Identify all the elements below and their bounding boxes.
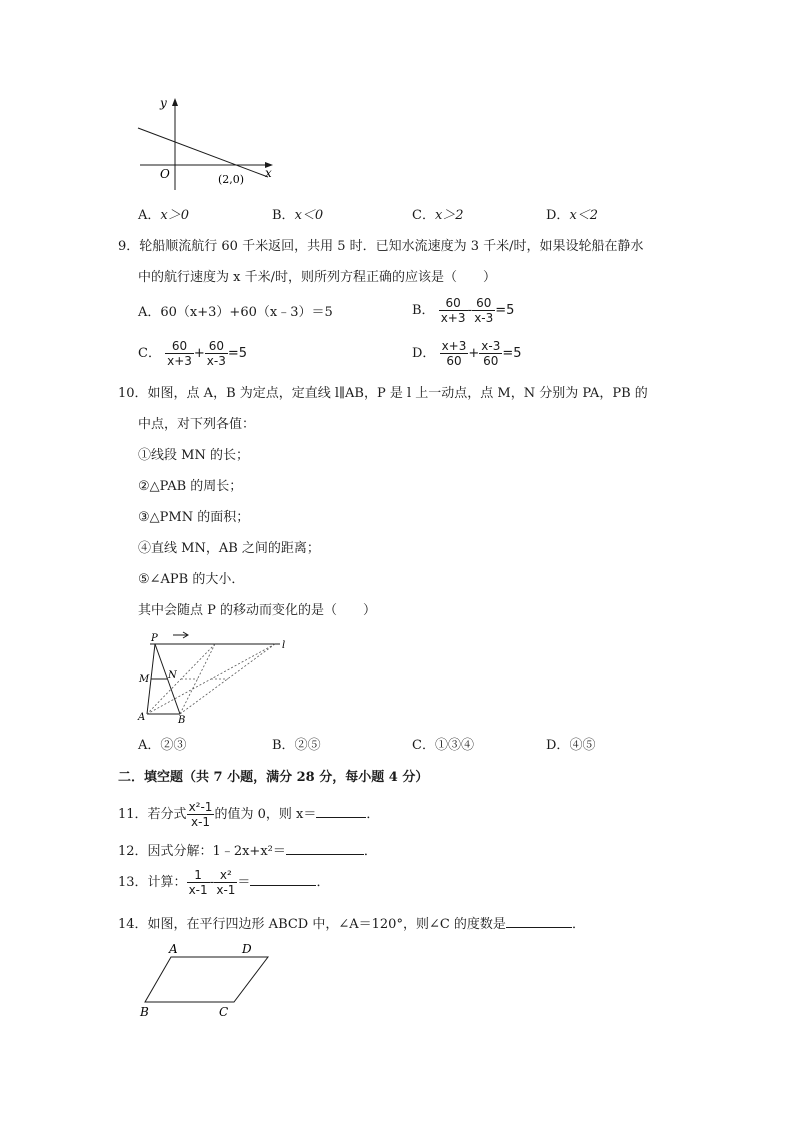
q14-parallelogram-figure <box>136 940 276 1020</box>
answer-blank[interactable] <box>250 873 316 886</box>
vertex-c-label: C <box>219 1005 229 1019</box>
point-label: (2,0) <box>218 173 245 186</box>
line-l-label: l <box>282 640 286 651</box>
q10-item-1: ①线段 MN 的长； <box>138 448 249 463</box>
q10-stem-line2: 中点，对下列各值： <box>138 417 256 432</box>
vertex-a-label: A <box>169 942 178 956</box>
point-a-label: A <box>138 712 146 723</box>
q11: 11．若分式 $\frac{\text{x²-1}}{x-1}$ 的值为 0，则 x＝ ． <box>118 800 380 829</box>
vertex-b-label: B <box>140 1005 149 1019</box>
q9-stem-line2: 中的航行速度为 x 千米/时，则所列方程正确的应该是（ ） <box>138 270 496 285</box>
q8-graph <box>130 95 290 195</box>
q10-item-3: ③△PMN 的面积； <box>138 510 250 525</box>
q12: 12．因式分解：1﹣2x+x²＝ ． <box>118 844 377 859</box>
x-axis-label: x <box>265 166 272 180</box>
q10-option-a[interactable]: A．②③ <box>138 738 187 753</box>
q9-option-c[interactable]: C． $\frac{60}{x+3}$ + $\frac{60}{x-3}$ =5 <box>138 339 248 368</box>
point-m-label: M <box>139 674 150 685</box>
q8-option-a[interactable]: A．x＞0 <box>138 208 189 223</box>
fraction: $\frac{\text{x²}}{x-1}$ <box>216 868 236 897</box>
fraction: $\frac{x+3}{60}$ <box>441 339 467 368</box>
point-n-label: N <box>168 670 177 681</box>
q9-stem-line1: 9．轮船顺流航行 60 千米返回，共用 5 时．已知水流速度为 3 千米/时，如果设轮船在静水 <box>118 239 644 254</box>
fraction: $\frac{60}{x+3}$ <box>167 339 192 368</box>
fraction: $\frac{\text{x²-1}}{x-1}$ <box>188 800 213 829</box>
y-axis-label: y <box>160 96 167 110</box>
q8-option-c[interactable]: C．x＞2 <box>412 208 464 223</box>
origin-label: O <box>160 167 170 181</box>
q10-option-b[interactable]: B．②⑤ <box>272 738 321 753</box>
fraction: $\frac{1}{x-1}$ <box>188 868 208 897</box>
answer-blank[interactable] <box>316 805 366 818</box>
fraction: $\frac{60}{x-3}$ <box>206 339 226 368</box>
q9-option-b[interactable]: B． $\frac{60}{x+3}$ - $\frac{60}{x-3}$ =5 <box>412 296 515 325</box>
answer-blank[interactable] <box>286 842 364 855</box>
q10-figure <box>135 630 295 725</box>
q8-option-b[interactable]: B．x＜0 <box>272 208 324 223</box>
q9-option-d[interactable]: D． $\frac{x+3}{60}$ + $\frac{x-3}{60}$ =5 <box>412 339 522 368</box>
q13: 13．计算： $\frac{1}{x-1}$ - $\frac{\text{x²}}{x-1}$ ＝ ． <box>118 868 330 897</box>
q10-option-d[interactable]: D．④⑤ <box>546 738 596 753</box>
fraction: $\frac{60}{x+3}$ <box>440 296 466 325</box>
q10-item-2: ②△PAB 的周长； <box>138 479 243 494</box>
q8-option-d[interactable]: D．x＜2 <box>546 208 599 223</box>
q10-item-4: ④直线 MN，AB 之间的距离； <box>138 541 320 556</box>
point-b-label: B <box>178 715 186 725</box>
fraction: $\frac{60}{x-3}$ <box>474 296 494 325</box>
point-p-label: P <box>151 633 158 644</box>
q10-question: 其中会随点 P 的移动而变化的是（ ） <box>138 603 377 618</box>
answer-blank[interactable] <box>506 915 572 928</box>
section-heading: 二．填空题（共 7 小题，满分 28 分，每小题 4 分） <box>118 770 429 785</box>
q9-option-a[interactable]: A．60（x+3）+60（x﹣3）＝5 <box>138 305 333 320</box>
q10-option-c[interactable]: C．①③④ <box>412 738 474 753</box>
q14: 14．如图，在平行四边形 ABCD 中，∠A＝120°，则∠C 的度数是 ． <box>118 917 585 932</box>
fraction: $\frac{x-3}{60}$ <box>481 339 501 368</box>
q10-item-5: ⑤∠APB 的大小． <box>138 572 245 587</box>
vertex-d-label: D <box>242 942 252 956</box>
q10-stem-line1: 10．如图，点 A，B 为定点，定直线 l∥AB，P 是 l 上一动点，点 M，N 分别为 PA，PB 的 <box>118 386 648 401</box>
